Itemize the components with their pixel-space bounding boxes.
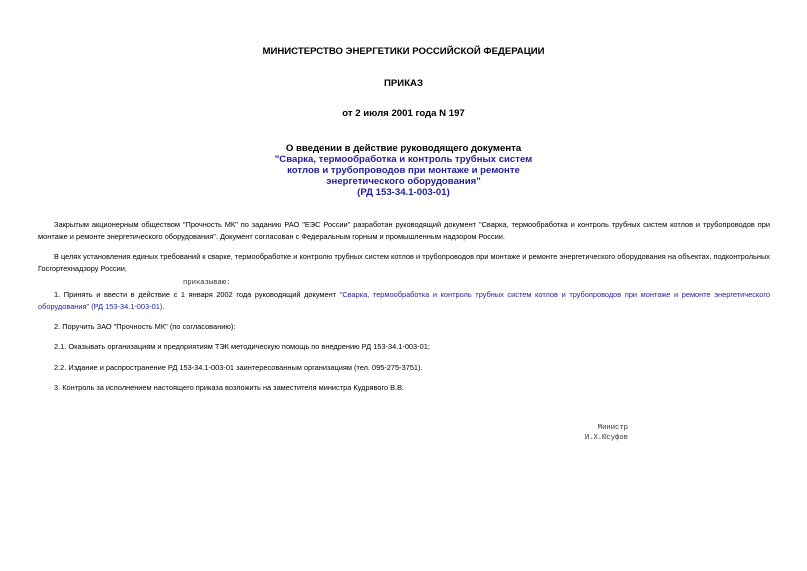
item-1-text: 1. Принять и ввести в действие с 1 января 2002 года руководящий документ: [54, 290, 340, 299]
signature-block: [568, 423, 628, 443]
paragraph-item-2-1: 2.1. Оказывать организациям и предприятиям ТЭК методическую помощь по внедрению РД 153-34.1-003-01;: [54, 342, 430, 351]
title-link-line-2[interactable]: "Сварка, термообработка и контроль трубных систем: [274, 154, 533, 165]
paragraph-item-2-2: 2.2. Издание и распространение РД 153-34.1-003-01 заинтересованным организациям (тел. 095-275-3751).: [54, 363, 423, 372]
title-link-line-4[interactable]: энергетического оборудования": [326, 176, 481, 187]
title-link-line-3[interactable]: котлов и трубопроводов при монтаже и ремонте: [287, 165, 520, 176]
item-1-code-link[interactable]: (РД 153-34.1-003-01): [91, 301, 163, 311]
item-1-document-link[interactable]: "Сварка, термообработка и контроль трубных систем котлов и трубопроводов при монтаже и ремонте энергетического оборудования": [38, 290, 770, 311]
ministry-heading: МИНИСТЕРСТВО ЭНЕРГЕТИКИ РОССИЙСКОЙ ФЕДЕРАЦИИ: [262, 46, 545, 57]
paragraph-item-3: 3. Контроль за исполнением настоящего приказа возложить на заместителя министра Кудрявого В.В.: [54, 383, 405, 392]
order-word: приказываю:: [183, 279, 231, 287]
signature-position: Министр: [597, 424, 628, 432]
document-title: [0, 143, 807, 198]
date-line: от 2 июля 2001 года N 197: [342, 108, 465, 119]
item-1-suffix: .: [162, 301, 165, 311]
paragraph-intro: Закрытым акционерным обществом "Прочность МК" по заданию РАО "ЕЭС России" разработан руководящий документ "Сварка, термообработка и контроль трубных систем котлов и трубопроводов при монтаже и ремонте энергетического оборудования". Документ согласован с Федеральным горным и промышленным надзором России.: [38, 220, 770, 241]
doc-type-heading: ПРИКАЗ: [384, 78, 423, 89]
title-link-line-5[interactable]: (РД 153-34.1-003-01): [357, 187, 450, 198]
signature-name: И.Х.Юсуфов: [584, 434, 628, 442]
paragraph-item-1: [38, 289, 770, 312]
paragraph-item-2: 2. Поручить ЗАО "Прочность МК" (по согласованию):: [54, 322, 236, 331]
title-line-1: О введении в действие руководящего документа: [285, 143, 522, 154]
paragraph-purpose: В целях установления единых требований к сварке, термообработке и контролю трубных систем котлов и трубопроводов при монтаже и ремонте энергетического оборудования на объектах, подконтрольных Госгортехнадзору России,: [38, 252, 770, 273]
